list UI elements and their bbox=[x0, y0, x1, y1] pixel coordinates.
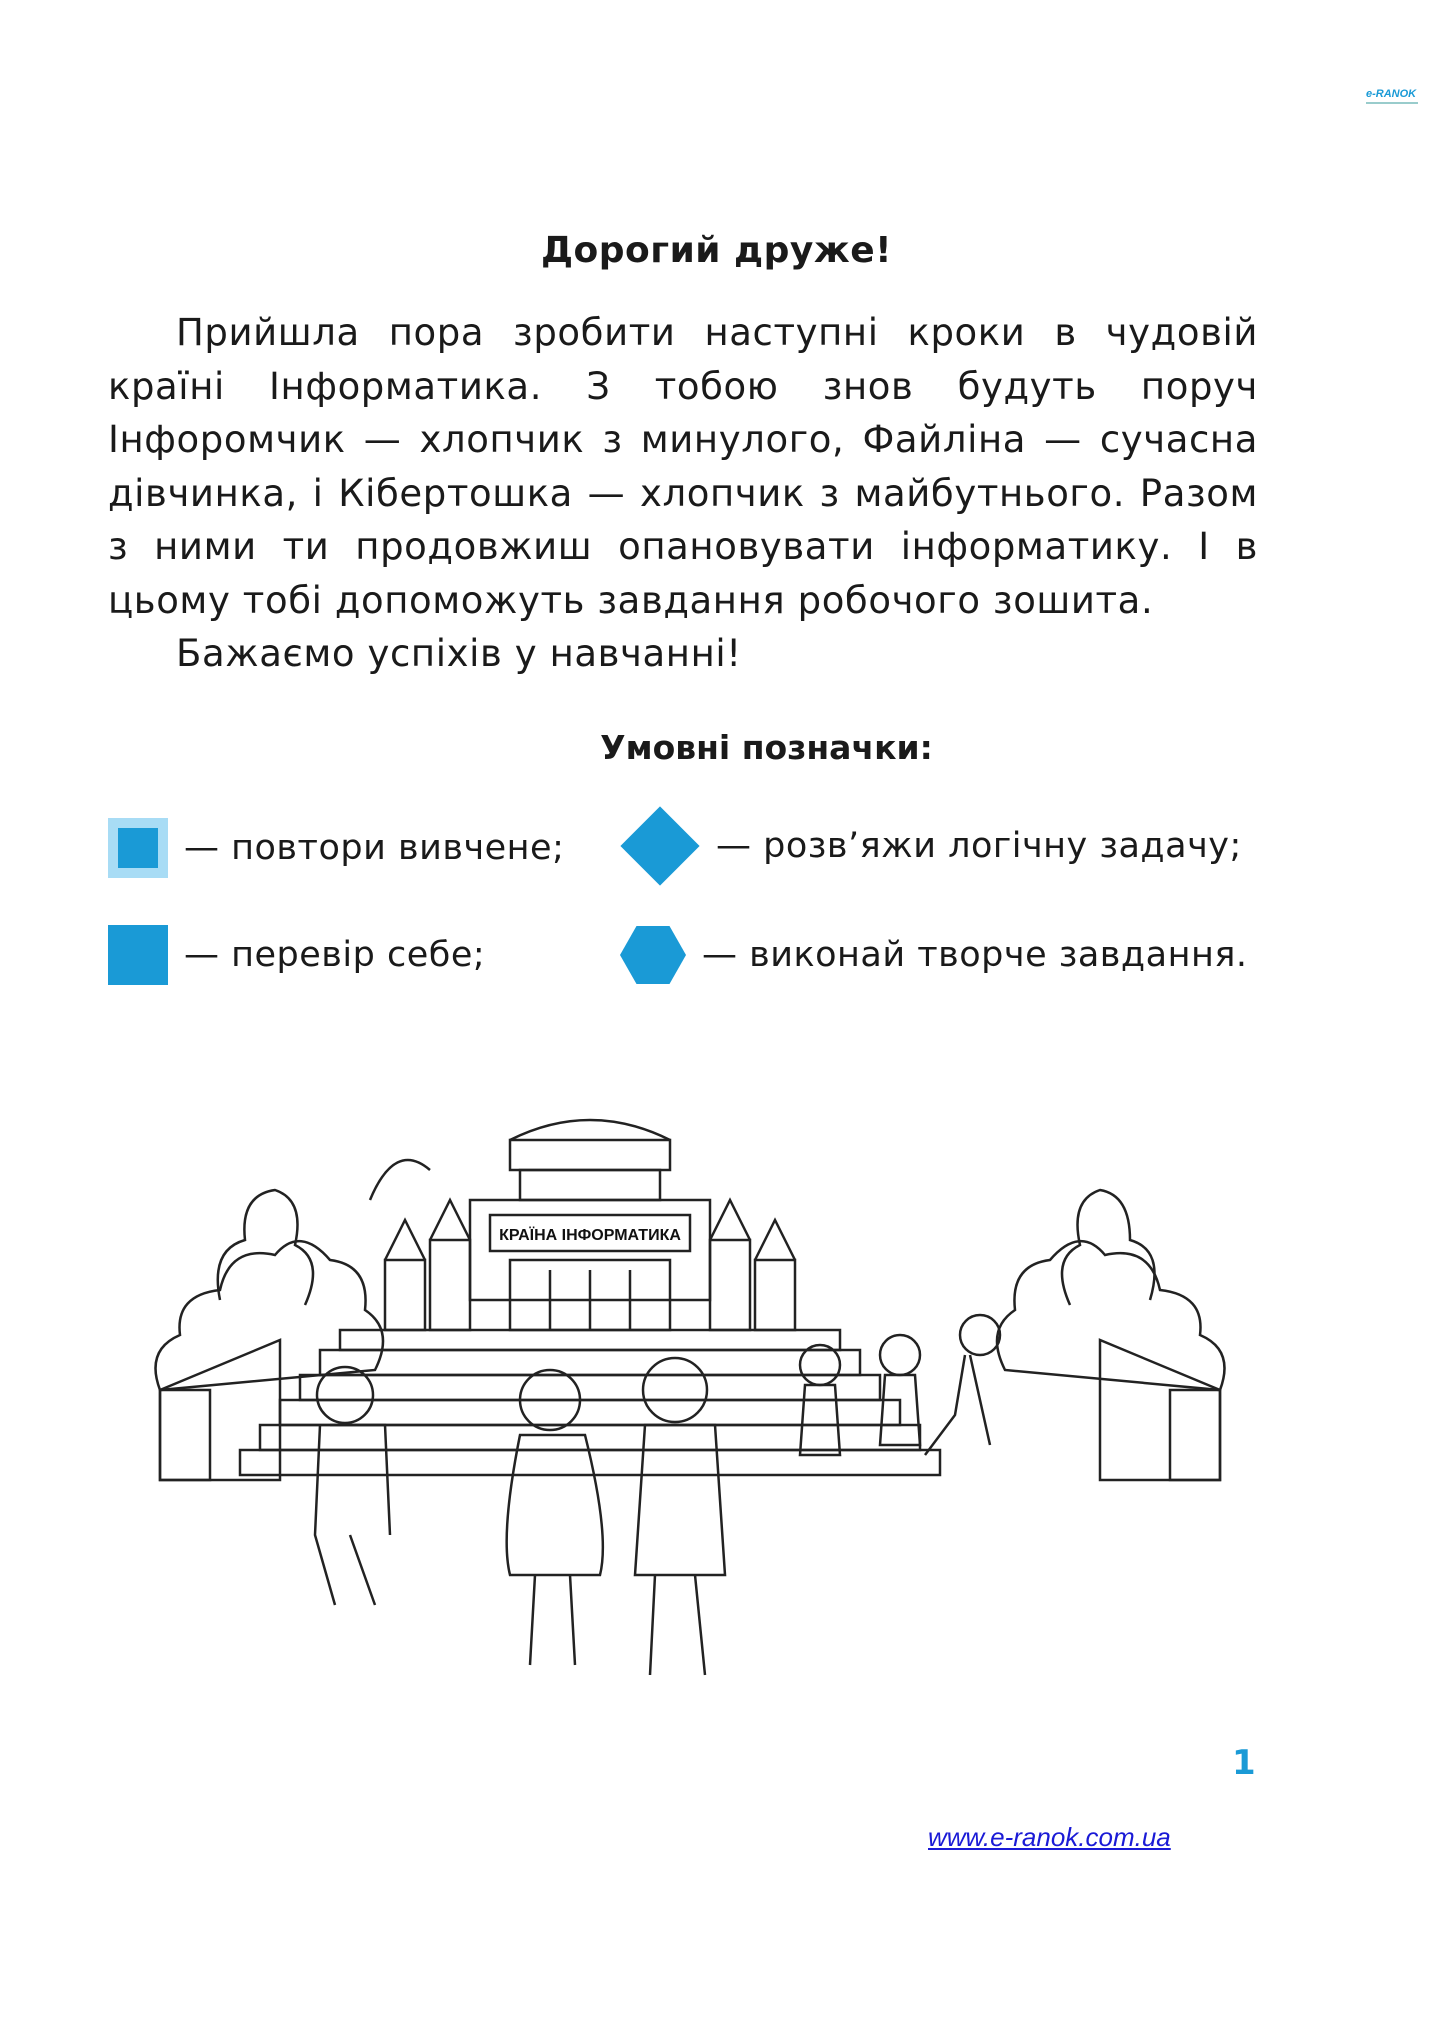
legend-item-repeat bbox=[108, 818, 564, 878]
wish-paragraph: Бажаємо успіхів у навчанні! bbox=[176, 632, 742, 675]
legend-text: — виконай творче завдання. bbox=[702, 935, 1248, 975]
logo-underline bbox=[1366, 102, 1418, 104]
square-icon bbox=[108, 925, 168, 985]
intro-paragraph: Прийшла пора зробити наступні кроки в чудовій країні Інформатика. З тобою знов будуть поруч Інфоромчик — хлопчик з минулого, Файліна — сучасна дівчинка, і Кібертошка — хлопчик з майбутнього. Разом з ними ти продовжиш опановувати інформатику. І в цьому тобі допоможуть завдання робочого зошита. bbox=[108, 311, 1258, 622]
diamond-icon bbox=[620, 806, 699, 885]
legend-text: — розв’яжи логічну задачу; bbox=[716, 826, 1242, 866]
bushes-left bbox=[156, 1190, 384, 1390]
legend-text: — перевір себе; bbox=[184, 935, 486, 975]
building-sign: КРАЇНА ІНФОРМАТИКА bbox=[499, 1227, 681, 1244]
children-group bbox=[315, 1315, 1000, 1675]
legend-item-creative bbox=[620, 926, 1248, 984]
legend-text: — повтори вивчене; bbox=[184, 828, 565, 868]
website-link[interactable]: www.e-ranok.com.ua bbox=[928, 1822, 1171, 1852]
bushes-right bbox=[997, 1190, 1225, 1390]
page-number: 1 bbox=[1232, 1743, 1256, 1783]
hexagon-icon bbox=[620, 926, 686, 984]
page-title: Дорогий друже! bbox=[540, 230, 893, 271]
framed-square-icon bbox=[108, 818, 168, 878]
legend-item-logic bbox=[620, 818, 1242, 874]
legend-title: Умовні позначки: bbox=[600, 728, 933, 767]
building bbox=[370, 1120, 795, 1330]
legend-item-check bbox=[108, 925, 485, 985]
intro-text bbox=[108, 306, 1258, 681]
publisher-logo bbox=[1366, 82, 1428, 108]
building-illustration bbox=[140, 1090, 1240, 1710]
logo-text: e-RANOK bbox=[1366, 88, 1417, 100]
